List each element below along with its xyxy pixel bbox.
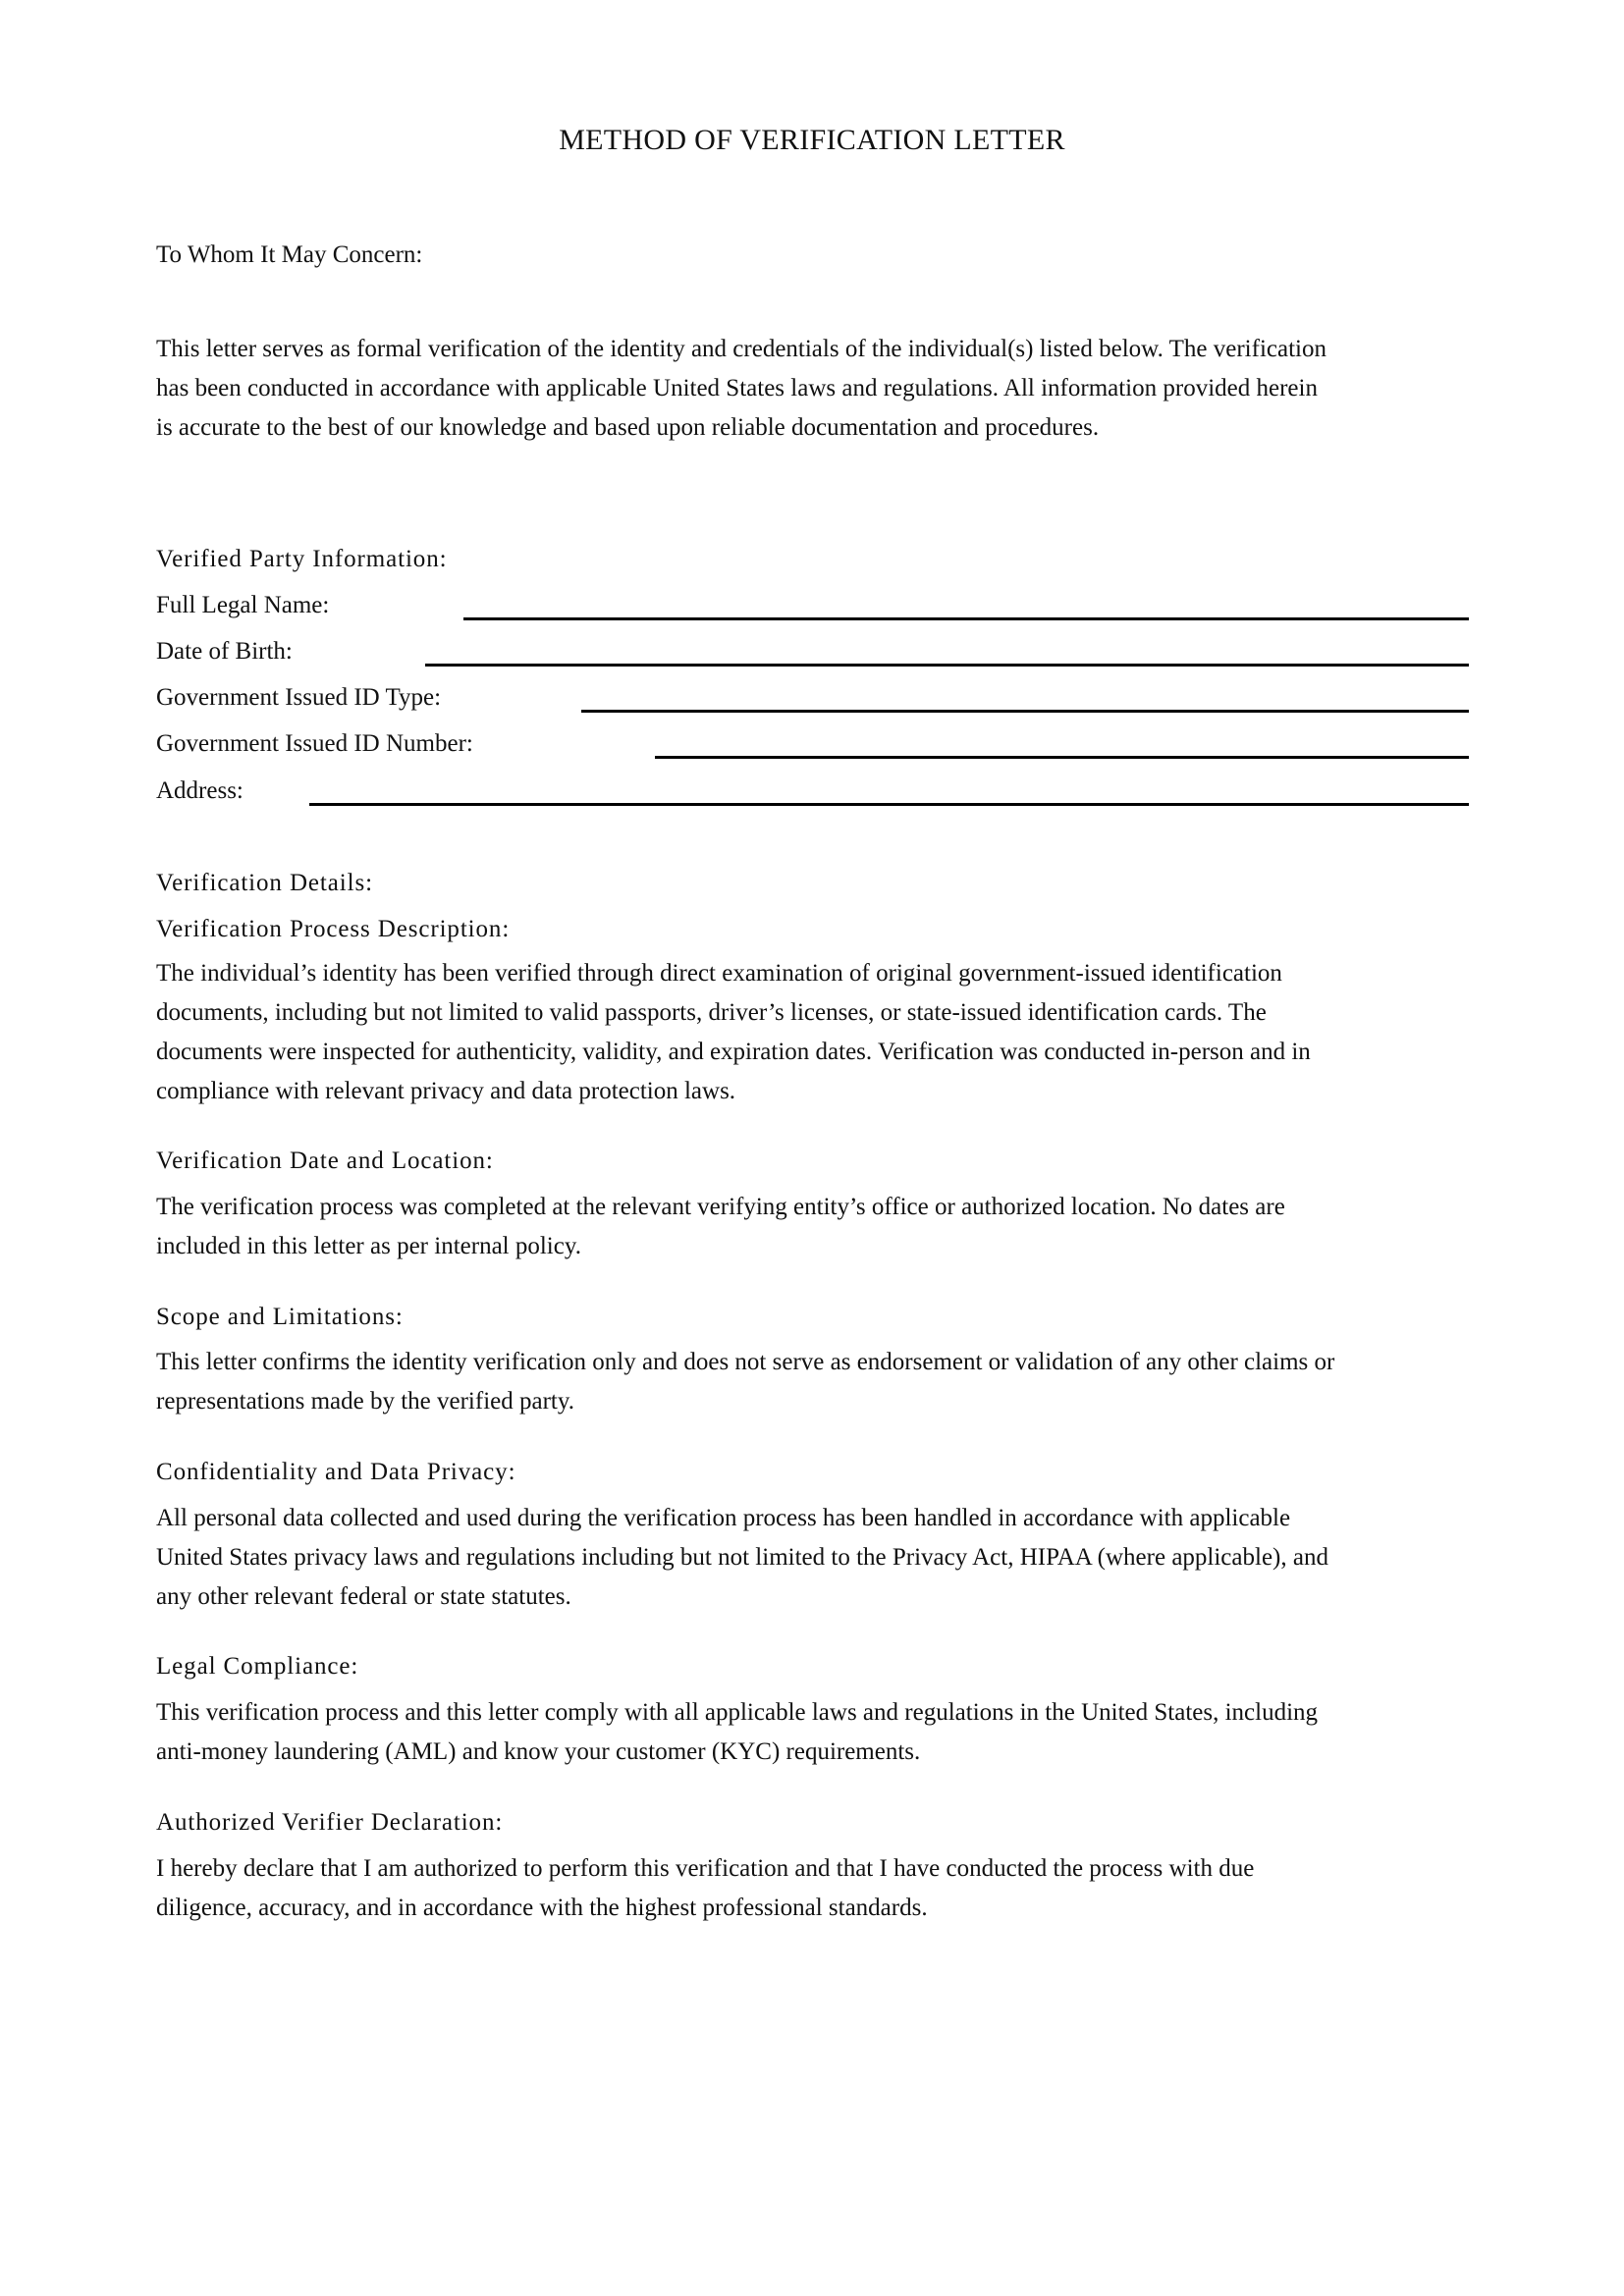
address-label: Address:	[156, 777, 244, 804]
paragraph-line: United States privacy laws and regulations including but not limited to the Privacy Act, HIPAA (where applicable), and	[156, 1544, 1328, 1571]
paragraph-line: documents were inspected for authenticity, validity, and expiration dates. Verification was conducted in-person and in	[156, 1039, 1311, 1065]
date-of-birth-field[interactable]	[425, 664, 1469, 667]
paragraph-line: I hereby declare that I am authorized to perform this verification and that I have conducted the process with due	[156, 1855, 1255, 1882]
id-type-label: Government Issued ID Type:	[156, 684, 442, 711]
paragraph-line: anti-money laundering (AML) and know your customer (KYC) requirements.	[156, 1738, 921, 1765]
paragraph-line: The verification process was completed at the relevant verifying entity’s office or authorized location. No dates are	[156, 1194, 1285, 1220]
paragraph-line: This letter confirms the identity verification only and does not serve as endorsement or validation of any other claims or	[156, 1349, 1335, 1375]
document-title: METHOD OF VERIFICATION LETTER	[559, 124, 1065, 156]
date-location-heading: Verification Date and Location:	[156, 1148, 494, 1174]
verified-party-heading: Verified Party Information:	[156, 546, 448, 572]
paragraph-line: diligence, accuracy, and in accordance with the highest professional standards.	[156, 1895, 928, 1921]
id-number-field[interactable]	[655, 756, 1469, 759]
id-number-label: Government Issued ID Number:	[156, 730, 473, 757]
paragraph-line: The individual’s identity has been verified through direct examination of original government-issued identification	[156, 960, 1282, 987]
intro-line: This letter serves as formal verification of the identity and credentials of the individual(s) listed below. The verification	[156, 336, 1326, 362]
intro-line: is accurate to the best of our knowledge and based upon reliable documentation and procedures.	[156, 414, 1100, 441]
verifier-declaration-paragraph	[156, 1849, 1482, 1928]
confidentiality-paragraph	[156, 1499, 1482, 1617]
date-of-birth-label: Date of Birth:	[156, 638, 293, 665]
paragraph-line: included in this letter as per internal policy.	[156, 1233, 581, 1259]
intro-line: has been conducted in accordance with applicable United States laws and regulations. All information provided herein	[156, 375, 1318, 401]
process-description-paragraph	[156, 954, 1482, 1111]
process-description-heading: Verification Process Description:	[156, 916, 511, 942]
scope-limitations-heading: Scope and Limitations:	[156, 1304, 404, 1330]
full-legal-name-field[interactable]	[463, 617, 1469, 620]
address-field[interactable]	[309, 803, 1469, 806]
paragraph-line: All personal data collected and used during the verification process has been handled in accordance with applicable	[156, 1505, 1291, 1531]
salutation: To Whom It May Concern:	[156, 241, 423, 268]
verifier-declaration-heading: Authorized Verifier Declaration:	[156, 1809, 504, 1836]
verification-details-heading: Verification Details:	[156, 870, 373, 896]
intro-paragraph	[156, 330, 1482, 448]
paragraph-line: documents, including but not limited to valid passports, driver’s licenses, or state-issued identification cards. The	[156, 999, 1267, 1026]
confidentiality-heading: Confidentiality and Data Privacy:	[156, 1459, 516, 1485]
legal-compliance-paragraph	[156, 1693, 1482, 1772]
paragraph-line: representations made by the verified party.	[156, 1388, 574, 1415]
paragraph-line: compliance with relevant privacy and data protection laws.	[156, 1078, 736, 1104]
legal-compliance-heading: Legal Compliance:	[156, 1653, 359, 1680]
full-legal-name-label: Full Legal Name:	[156, 592, 330, 618]
id-type-field[interactable]	[581, 710, 1469, 713]
paragraph-line: any other relevant federal or state statutes.	[156, 1583, 571, 1610]
scope-limitations-paragraph	[156, 1343, 1482, 1421]
paragraph-line: This verification process and this letter comply with all applicable laws and regulations in the United States, including	[156, 1699, 1319, 1726]
date-location-paragraph	[156, 1188, 1482, 1266]
